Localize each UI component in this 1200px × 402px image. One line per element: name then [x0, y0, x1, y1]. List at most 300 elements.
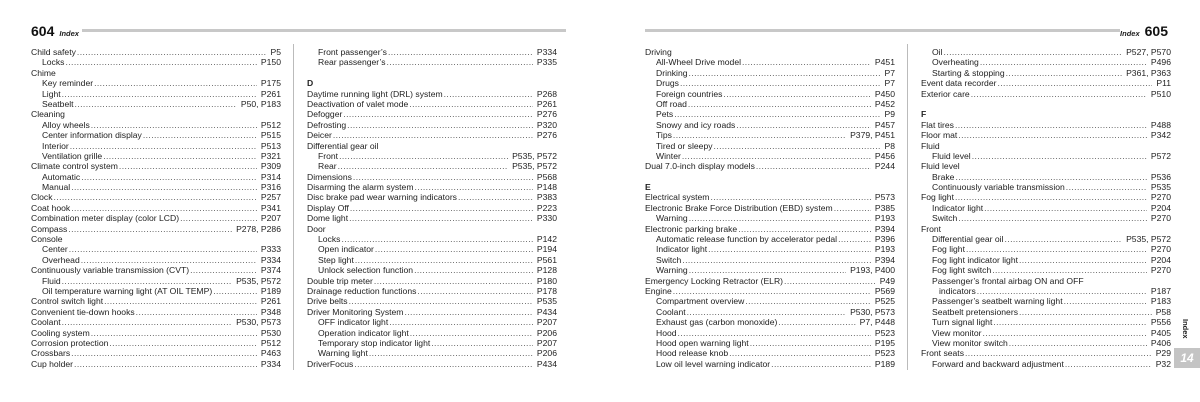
index-entry[interactable] [307, 109, 557, 119]
index-subentry[interactable] [921, 182, 1171, 192]
page-reference[interactable]: P510 [1150, 88, 1171, 99]
dot-leader [81, 255, 257, 265]
page-reference[interactable]: P189 [874, 358, 895, 369]
index-subentry[interactable] [645, 317, 895, 327]
page-reference[interactable]: P268 [536, 88, 557, 99]
entry-term: Switch [932, 213, 958, 224]
index-entry[interactable] [31, 338, 281, 348]
index-entry[interactable] [307, 182, 557, 192]
page-reference[interactable]: P512 [260, 119, 281, 130]
page-reference[interactable]: P189 [260, 285, 281, 296]
entry-term: Deactivation of valet mode [307, 98, 409, 109]
page-reference[interactable]: P515 [260, 130, 281, 141]
page-title-left: Index [59, 29, 79, 38]
dot-leader [341, 234, 532, 244]
page-reference[interactable]: P183 [1150, 296, 1171, 307]
entry-term: All-Wheel Drive model [656, 57, 742, 68]
dot-leader [944, 47, 1123, 57]
dot-leader [742, 57, 871, 67]
page-reference[interactable]: P195 [874, 337, 895, 348]
entry-term: Light [42, 88, 61, 99]
entry-term: Snowy and icy roads [656, 119, 736, 130]
page-reference[interactable]: P379, P451 [850, 130, 895, 141]
index-subentry[interactable] [307, 161, 557, 171]
entry-term: Oil temperature warning light (AT OIL TEMP) [42, 285, 213, 296]
entry-term: Display Off [307, 202, 349, 213]
dot-leader [354, 359, 533, 369]
index-subentry[interactable] [307, 317, 557, 327]
page-reference[interactable]: P334 [536, 47, 557, 57]
index-entry[interactable] [645, 224, 895, 234]
entry-term: Child safety [31, 47, 76, 57]
index-entry[interactable] [31, 296, 281, 306]
index-entry[interactable] [307, 359, 557, 369]
entry-term: Key reminder [42, 78, 94, 89]
index-subentry[interactable] [307, 255, 557, 265]
page-reference[interactable]: P334 [260, 254, 281, 265]
dot-leader [355, 255, 533, 265]
index-subentry[interactable] [307, 328, 557, 338]
index-column-4 [921, 47, 1171, 369]
page-title-right: Index [1120, 29, 1140, 38]
index-entry[interactable] [921, 348, 1171, 358]
page-reference[interactable]: P204 [1150, 254, 1171, 265]
page-reference[interactable]: P535, P572 [1126, 234, 1171, 245]
entry-term: Disc brake pad wear warning indicators [307, 192, 457, 203]
index-subentry[interactable] [921, 244, 1171, 254]
page-reference[interactable]: P50, P183 [240, 98, 281, 109]
page-reference[interactable]: P148 [536, 182, 557, 193]
dot-leader [993, 317, 1147, 327]
page-reference[interactable]: P270 [1150, 265, 1171, 276]
dot-leader [417, 286, 533, 296]
entry-term: Starting & stopping [932, 67, 1005, 78]
page-reference[interactable]: P321 [260, 150, 281, 161]
page-reference[interactable]: P341 [260, 202, 281, 213]
index-entry[interactable] [31, 161, 281, 171]
index-subentry[interactable] [645, 68, 895, 78]
index-subentry[interactable] [31, 286, 281, 296]
dot-leader [689, 213, 871, 223]
index-column-2 [307, 47, 557, 369]
dot-leader [678, 328, 871, 338]
entry-term: Door [307, 223, 326, 234]
dot-leader [77, 47, 267, 57]
page-reference[interactable]: P193 [874, 213, 895, 224]
index-entry[interactable] [921, 78, 1171, 88]
page-reference[interactable]: P535 [1150, 182, 1171, 193]
index-column-3 [645, 47, 895, 369]
index-subentry[interactable] [645, 348, 895, 358]
index-subentry[interactable] [921, 213, 1171, 223]
page-reference[interactable]: P309 [260, 161, 281, 172]
page-reference[interactable]: P513 [260, 140, 281, 151]
index-subentry[interactable] [31, 182, 281, 192]
index-subentry[interactable] [31, 244, 281, 254]
index-subentry[interactable] [307, 151, 557, 161]
index-entry[interactable] [645, 192, 895, 202]
index-entry[interactable] [31, 348, 281, 358]
index-subentry[interactable] [921, 151, 1171, 161]
entry-term: Locks [318, 234, 341, 245]
index-subentry[interactable] [921, 234, 1171, 244]
header-rule-left [82, 29, 566, 32]
page-reference[interactable]: P530, P573 [236, 317, 281, 328]
page-reference[interactable]: P525 [874, 296, 895, 307]
dot-leader [1064, 296, 1147, 306]
page-reference[interactable]: P175 [260, 78, 281, 89]
index-subentry[interactable] [31, 57, 281, 67]
index-subentry[interactable] [921, 317, 1171, 327]
index-subentry[interactable] [921, 57, 1171, 67]
page-reference[interactable]: P207 [260, 213, 281, 224]
entry-term: Pets [656, 109, 674, 120]
page-reference[interactable]: P452 [874, 98, 895, 109]
index-column-1 [31, 47, 281, 369]
page-reference[interactable]: P49 [879, 275, 895, 286]
index-entry[interactable] [307, 213, 557, 223]
page-reference[interactable]: P9 [884, 109, 895, 120]
page-reference[interactable]: P463 [260, 348, 281, 359]
index-entry[interactable] [31, 328, 281, 338]
page-reference[interactable]: P150 [260, 57, 281, 68]
index-entry[interactable] [307, 276, 557, 286]
entry-term: Overheating [932, 57, 979, 68]
index-subentry[interactable] [645, 307, 895, 317]
index-subentry[interactable] [31, 255, 281, 265]
page-reference[interactable]: P142 [536, 234, 557, 245]
index-subentry[interactable] [307, 47, 557, 57]
index-entry[interactable] [307, 286, 557, 296]
page-reference[interactable]: P383 [536, 192, 557, 203]
page-reference[interactable]: P512 [260, 337, 281, 348]
page-reference[interactable]: P316 [260, 182, 281, 193]
page-reference[interactable]: P261 [536, 98, 557, 109]
index-subentry[interactable] [921, 359, 1171, 369]
index-subentry[interactable] [645, 57, 895, 67]
entry-term: Differential gear oil [932, 234, 1004, 245]
index-entry[interactable] [307, 172, 557, 182]
index-subentry[interactable] [921, 68, 1171, 78]
index-subentry[interactable] [307, 348, 557, 358]
page-reference[interactable]: P187 [1150, 285, 1171, 296]
index-subentry[interactable] [31, 151, 281, 161]
index-subentry[interactable] [645, 244, 895, 254]
index-entry[interactable] [921, 89, 1171, 99]
page-reference[interactable]: P536 [1150, 171, 1171, 182]
page-reference[interactable]: P261 [260, 296, 281, 307]
section-letter [921, 109, 1171, 119]
page-reference[interactable]: P204 [1150, 202, 1171, 213]
entry-term: Double trip meter [307, 275, 373, 286]
index-subentry[interactable] [921, 172, 1171, 182]
page-reference[interactable]: P348 [260, 306, 281, 317]
page-reference[interactable]: P396 [874, 234, 895, 245]
dot-leader [143, 130, 257, 140]
entry-term: Continuously variable transmission (CVT) [31, 265, 190, 276]
page-reference[interactable]: P405 [1150, 327, 1171, 338]
entry-term: Crossbars [31, 348, 71, 359]
page-reference[interactable]: P334 [260, 358, 281, 369]
page-reference[interactable]: P244 [874, 161, 895, 172]
page-reference[interactable]: P406 [1150, 337, 1171, 348]
index-entry[interactable] [31, 203, 281, 213]
page-reference[interactable]: P276 [536, 130, 557, 141]
right-page-header [1115, 18, 1168, 38]
entry-term: Clock [31, 192, 53, 203]
index-subentry[interactable] [645, 151, 895, 161]
index-subentry[interactable] [645, 296, 895, 306]
page-reference[interactable]: P569 [874, 285, 895, 296]
entry-term: Tired or sleepy [656, 140, 713, 151]
dot-leader [103, 151, 257, 161]
page-reference[interactable]: P523 [874, 327, 895, 338]
page-reference[interactable]: P29 [1155, 348, 1171, 359]
index-entry [31, 109, 281, 119]
index-entry[interactable] [31, 265, 281, 275]
page-reference[interactable]: P194 [536, 244, 557, 255]
index-subentry[interactable] [645, 130, 895, 140]
page-reference[interactable]: P530 [260, 327, 281, 338]
page-reference[interactable]: P270 [1150, 244, 1171, 255]
page-reference[interactable]: P488 [1150, 119, 1171, 130]
page-reference[interactable]: P394 [874, 223, 895, 234]
index-subentry[interactable] [307, 57, 557, 67]
page-reference[interactable]: P128 [536, 265, 557, 276]
index-subentry[interactable] [921, 338, 1171, 348]
page-reference[interactable]: P434 [536, 358, 557, 369]
page-reference[interactable]: P32 [1155, 358, 1171, 369]
page-reference[interactable]: P270 [1150, 213, 1171, 224]
page-reference[interactable]: P58 [1155, 306, 1171, 317]
dot-leader [387, 57, 533, 67]
page-reference[interactable]: P8 [884, 140, 895, 151]
page-reference[interactable]: P527, P570 [1126, 47, 1171, 57]
index-subentry[interactable] [307, 338, 557, 348]
index-subentry[interactable] [31, 99, 281, 109]
index-subentry[interactable] [645, 120, 895, 130]
page-reference[interactable]: P7 [884, 67, 895, 78]
page-reference[interactable]: P535, P572 [236, 275, 281, 286]
index-subentry[interactable] [921, 255, 1171, 265]
page-reference[interactable]: P7 [884, 78, 895, 89]
dot-leader [350, 203, 533, 213]
page-reference[interactable]: P568 [536, 171, 557, 182]
page-reference[interactable]: P5 [270, 47, 281, 57]
index-subentry[interactable] [921, 307, 1171, 317]
index-entry[interactable] [307, 89, 557, 99]
page-reference[interactable]: P223 [536, 202, 557, 213]
page-reference[interactable]: P523 [874, 348, 895, 359]
page-reference[interactable]: P276 [536, 109, 557, 120]
page-reference[interactable]: P385 [874, 202, 895, 213]
index-subentry[interactable] [307, 234, 557, 244]
page-reference[interactable]: P270 [1150, 192, 1171, 203]
page-reference[interactable]: P374 [260, 265, 281, 276]
page-reference[interactable]: P207 [536, 337, 557, 348]
index-subentry[interactable] [645, 338, 895, 348]
entry-term: Step light [318, 254, 354, 265]
page-reference[interactable]: P314 [260, 171, 281, 182]
index-subentry[interactable] [31, 78, 281, 88]
section-letter-text: F [921, 109, 927, 120]
entry-term: Front seats [921, 348, 964, 359]
entry-term: Fog light indicator light [932, 254, 1018, 265]
entry-term: Locks [42, 57, 65, 68]
page-reference[interactable]: P342 [1150, 130, 1171, 141]
index-subentry[interactable] [645, 265, 895, 275]
index-subentry[interactable] [31, 172, 281, 182]
entry-term: Fluid [42, 275, 61, 286]
index-subentry[interactable] [645, 99, 895, 109]
index-entry[interactable] [921, 192, 1171, 202]
spacer [645, 172, 895, 182]
dot-leader [91, 328, 257, 338]
index-entry[interactable] [307, 296, 557, 306]
dot-leader [977, 286, 1147, 296]
dot-leader [71, 182, 257, 192]
index-subentry[interactable] [31, 276, 281, 286]
index-subentry[interactable] [645, 234, 895, 244]
page-reference[interactable]: P330 [536, 213, 557, 224]
dot-leader [71, 203, 257, 213]
index-subentry[interactable] [921, 328, 1171, 338]
index-subentry[interactable] [31, 89, 281, 99]
index-entry[interactable] [645, 286, 895, 296]
page-reference[interactable]: P451 [874, 57, 895, 68]
entry-term: Dimensions [307, 171, 352, 182]
index-subentry[interactable] [921, 296, 1171, 306]
entry-term: Alloy wheels [42, 119, 90, 130]
index-subentry[interactable] [31, 130, 281, 140]
index-subentry[interactable] [921, 47, 1171, 57]
index-subentry[interactable] [921, 286, 1171, 296]
page-reference[interactable]: P257 [260, 192, 281, 203]
index-entry[interactable] [645, 276, 895, 286]
entry-term: Indicator light [656, 244, 708, 255]
index-entry[interactable] [31, 317, 281, 327]
index-entry[interactable] [31, 47, 281, 57]
page-reference[interactable]: P207 [536, 317, 557, 328]
entry-term: Automatic [42, 171, 81, 182]
page-reference[interactable]: P278, P286 [236, 223, 281, 234]
page-reference[interactable]: P261 [260, 88, 281, 99]
section-letter-text: D [307, 78, 314, 89]
page-reference[interactable]: P457 [874, 119, 895, 130]
index-subentry[interactable] [645, 78, 895, 88]
index-entry[interactable] [31, 307, 281, 317]
index-subentry[interactable] [645, 328, 895, 338]
page-reference[interactable]: P535, P572 [512, 161, 557, 172]
dot-leader [965, 348, 1152, 358]
entry-term: Rear passenger’s [318, 57, 386, 68]
page-reference[interactable]: P206 [536, 327, 557, 338]
page-reference[interactable]: P206 [536, 348, 557, 359]
page-reference[interactable]: P434 [536, 306, 557, 317]
page-reference[interactable]: P394 [874, 254, 895, 265]
index-subentry[interactable] [921, 265, 1171, 275]
page-reference[interactable]: P556 [1150, 317, 1171, 328]
index-entry[interactable] [307, 130, 557, 140]
index-entry[interactable] [307, 192, 557, 202]
dot-leader [109, 338, 257, 348]
page-reference[interactable]: P178 [536, 285, 557, 296]
page-reference[interactable]: P530, P573 [850, 306, 895, 317]
index-subentry[interactable] [307, 265, 557, 275]
section-letter-text: E [645, 182, 651, 193]
entry-term: Coat hook [31, 202, 71, 213]
index-subentry[interactable] [645, 109, 895, 119]
dot-leader [347, 120, 533, 130]
page-reference[interactable]: P572 [1150, 150, 1171, 161]
index-subentry[interactable] [645, 141, 895, 151]
index-subentry[interactable] [921, 203, 1171, 213]
entry-term: Hood release knob [656, 348, 729, 359]
index-entry[interactable] [31, 192, 281, 202]
index-subentry[interactable] [645, 359, 895, 369]
dot-leader [1005, 234, 1123, 244]
page-reference[interactable]: P180 [536, 275, 557, 286]
index-entry[interactable] [921, 130, 1171, 140]
page-reference[interactable]: P335 [536, 57, 557, 68]
page-reference[interactable]: P320 [536, 119, 557, 130]
dot-leader [980, 57, 1147, 67]
index-entry[interactable] [307, 203, 557, 213]
index-entry[interactable] [31, 213, 281, 223]
entry-term: Dual 7.0-inch display models [645, 161, 755, 172]
page-reference[interactable]: P361, P363 [1126, 67, 1171, 78]
entry-term: Foreign countries [656, 88, 723, 99]
index-entry[interactable] [921, 120, 1171, 130]
index-entry[interactable] [307, 99, 557, 109]
index-entry[interactable] [307, 120, 557, 130]
dot-leader [1065, 359, 1152, 369]
page-reference[interactable]: P7, P448 [859, 317, 895, 328]
page-reference[interactable]: P456 [874, 150, 895, 161]
spacer [921, 99, 1171, 109]
index-subentry[interactable] [645, 255, 895, 265]
index-subentry[interactable] [307, 244, 557, 254]
index-entry[interactable] [31, 359, 281, 369]
page-reference[interactable]: P535 [536, 296, 557, 307]
index-subentry[interactable] [31, 141, 281, 151]
page-reference[interactable]: P561 [536, 254, 557, 265]
page-reference[interactable]: P193, P400 [850, 265, 895, 276]
side-tab-label: Index [1181, 319, 1190, 339]
page-reference[interactable]: P496 [1150, 57, 1171, 68]
page-reference[interactable]: P535, P572 [512, 150, 557, 161]
index-entry[interactable] [31, 224, 281, 234]
index-subentry[interactable] [645, 89, 895, 99]
index-subentry[interactable] [31, 120, 281, 130]
page-reference[interactable]: P11 [1156, 78, 1171, 89]
page-reference[interactable]: P450 [874, 88, 895, 99]
page-reference[interactable]: P573 [874, 192, 895, 203]
dot-leader [834, 203, 871, 213]
index-entry[interactable] [645, 161, 895, 171]
dot-leader [62, 89, 257, 99]
index-subentry[interactable] [645, 213, 895, 223]
page-reference[interactable]: P333 [260, 244, 281, 255]
index-entry[interactable] [645, 203, 895, 213]
left-page-header [31, 18, 84, 38]
dot-leader [745, 296, 871, 306]
index-entry[interactable] [307, 307, 557, 317]
entry-term: Disarming the alarm system [307, 182, 414, 193]
entry-term: Driving [645, 47, 672, 57]
page-reference[interactable]: P193 [874, 244, 895, 255]
entry-term: Floor mat [921, 130, 958, 141]
